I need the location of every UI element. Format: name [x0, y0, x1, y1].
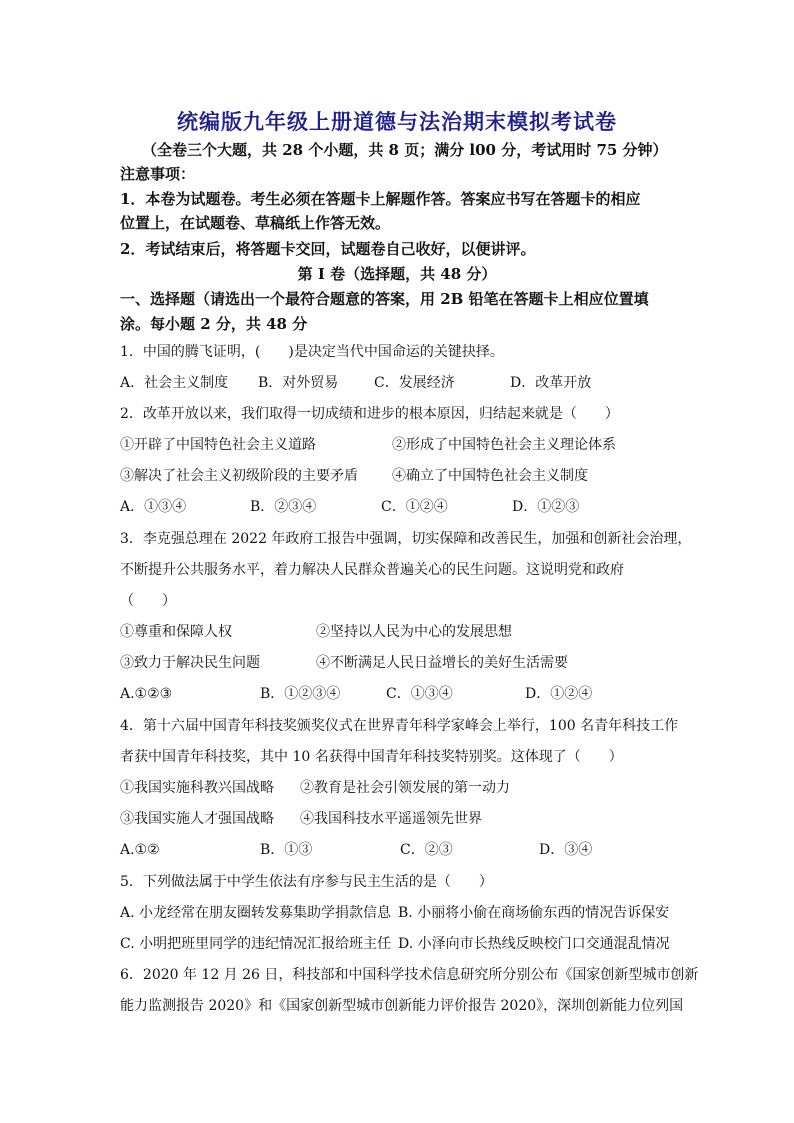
q4-stem-cont: 者获中国青年科技奖，其中 10 名获得中国青年科技奖特别奖。这体现了（ ） — [120, 749, 623, 765]
q5-option-b: B. 小丽将小偷在商场偷东西的情况告诉保安 — [398, 905, 670, 921]
notes-item-2: 2．考试结束后，将答题卡交回，试题卷自己收好，以便讲评。 — [120, 240, 536, 258]
q5-option-d: D. 小泽向市长热线反映校门口交通混乱情况 — [398, 936, 670, 952]
notes-item-1-cont: 位置上，在试题卷、草稿纸上作答无效。 — [120, 214, 391, 232]
q4-item-3: ③我国实施人才强国战略 — [120, 811, 274, 827]
q1-option-b: B．对外贸易 — [258, 375, 339, 391]
q5-stem: 5．下列做法属于中学生依法有序参与民主生活的是（ ） — [120, 874, 493, 890]
q1-option-c: C．发展经济 — [374, 375, 455, 391]
q2-stem: 2．改革开放以来，我们取得一切成绩和进步的根本原因，归结起来就是（ ） — [120, 406, 619, 422]
q2-item-1: ①开辟了中国特色社会主义道路 — [120, 437, 316, 453]
q5-option-a: A. 小龙经常在朋友圈转发募集助学捐款信息 — [120, 905, 392, 921]
q2-item-3: ③解决了社会主义初级阶段的主要矛盾 — [120, 468, 358, 484]
q3-item-2: ②坚持以人民为中心的发展思想 — [316, 624, 512, 640]
q2-option-d: D．①②③ — [512, 499, 580, 515]
exam-title: 统编版九年级上册道德与法治期末模拟考试卷 — [177, 109, 617, 134]
q4-option-d: D．③④ — [539, 842, 593, 858]
exam-subtitle: （全卷三个大题，共 28 个小题，共 8 页；满分 l00 分，考试用时 75 分钟） — [142, 141, 668, 159]
notes-heading: 注意事项： — [120, 165, 196, 183]
notes-item-1: 1．本卷为试题卷。考生必须在答题卡上解题作答。答案应书写在答题卡的相应 — [120, 190, 641, 208]
q4-item-4: ④我国科技水平遥遥领先世界 — [300, 811, 482, 827]
section-instructions: 一、选择题（请选出一个最符合题意的答案，用 2B 铅笔在答题卡上相应位置填 — [120, 290, 649, 308]
q2-item-2: ②形成了中国特色社会主义理论体系 — [392, 437, 616, 453]
section-title: 第 I 卷（选择题，共 48 分） — [297, 265, 497, 283]
section-instructions-cont: 涂。每小题 2 分，共 48 分 — [120, 315, 308, 333]
q4-item-1: ①我国实施科教兴国战略 — [120, 780, 274, 796]
q2-item-4: ④确立了中国特色社会主义制度 — [392, 468, 588, 484]
q4-stem: 4．第十六届中国青年科技奖颁奖仪式在世界青年科学家峰会上举行，100 名青年科技工作 — [120, 718, 679, 734]
q3-answer-blank: （ ） — [120, 593, 176, 609]
q1-option-a: A．社会主义制度 — [120, 375, 229, 391]
q1-stem: 1．中国的腾飞证明，( )是决定当代中国命运的关键抉择。 — [120, 344, 504, 360]
q3-option-a: A.①②③ — [120, 686, 173, 702]
q2-option-b: B．②③④ — [250, 499, 317, 515]
q3-option-b: B．①②③④ — [260, 686, 341, 702]
q1-option-d: D．改革开放 — [510, 375, 592, 391]
q5-option-c: C. 小明把班里同学的违纪情况汇报给班主任 — [120, 936, 392, 952]
q6-stem-cont: 能力监测报告 2020》和《国家创新型城市创新能力评价报告 2020》，深圳创新能力位列国 — [120, 998, 684, 1014]
q3-item-1: ①尊重和保障人权 — [120, 624, 232, 640]
q3-stem: 3．李克强总理在 2022 年政府工报告中强调，切实保障和改善民生，加强和创新社会治理， — [120, 531, 692, 547]
q4-option-b: B．①③ — [260, 842, 313, 858]
q3-item-4: ④不断满足人民日益增长的美好生活需要 — [316, 655, 568, 671]
q4-item-2: ②教育是社会引领发展的第一动力 — [300, 780, 510, 796]
q3-item-3: ③致力于解决民生问题 — [120, 655, 260, 671]
q6-stem: 6．2020 年 12 月 26 日，科技部和中国科学技术信息研究所分别公布《国家创新型城市创新 — [120, 967, 699, 983]
q4-option-c: C．②③ — [400, 842, 453, 858]
q3-option-c: C．①③④ — [386, 686, 453, 702]
q3-stem-cont: 不断提升公共服务水平，着力解决人民群众普遍关心的民生问题。这说明党和政府 — [120, 562, 624, 578]
q2-option-c: C．①②④ — [381, 499, 448, 515]
q3-option-d: D．①②④ — [525, 686, 593, 702]
q4-option-a: A.①② — [120, 842, 160, 858]
q2-option-a: A．①③④ — [120, 499, 187, 515]
